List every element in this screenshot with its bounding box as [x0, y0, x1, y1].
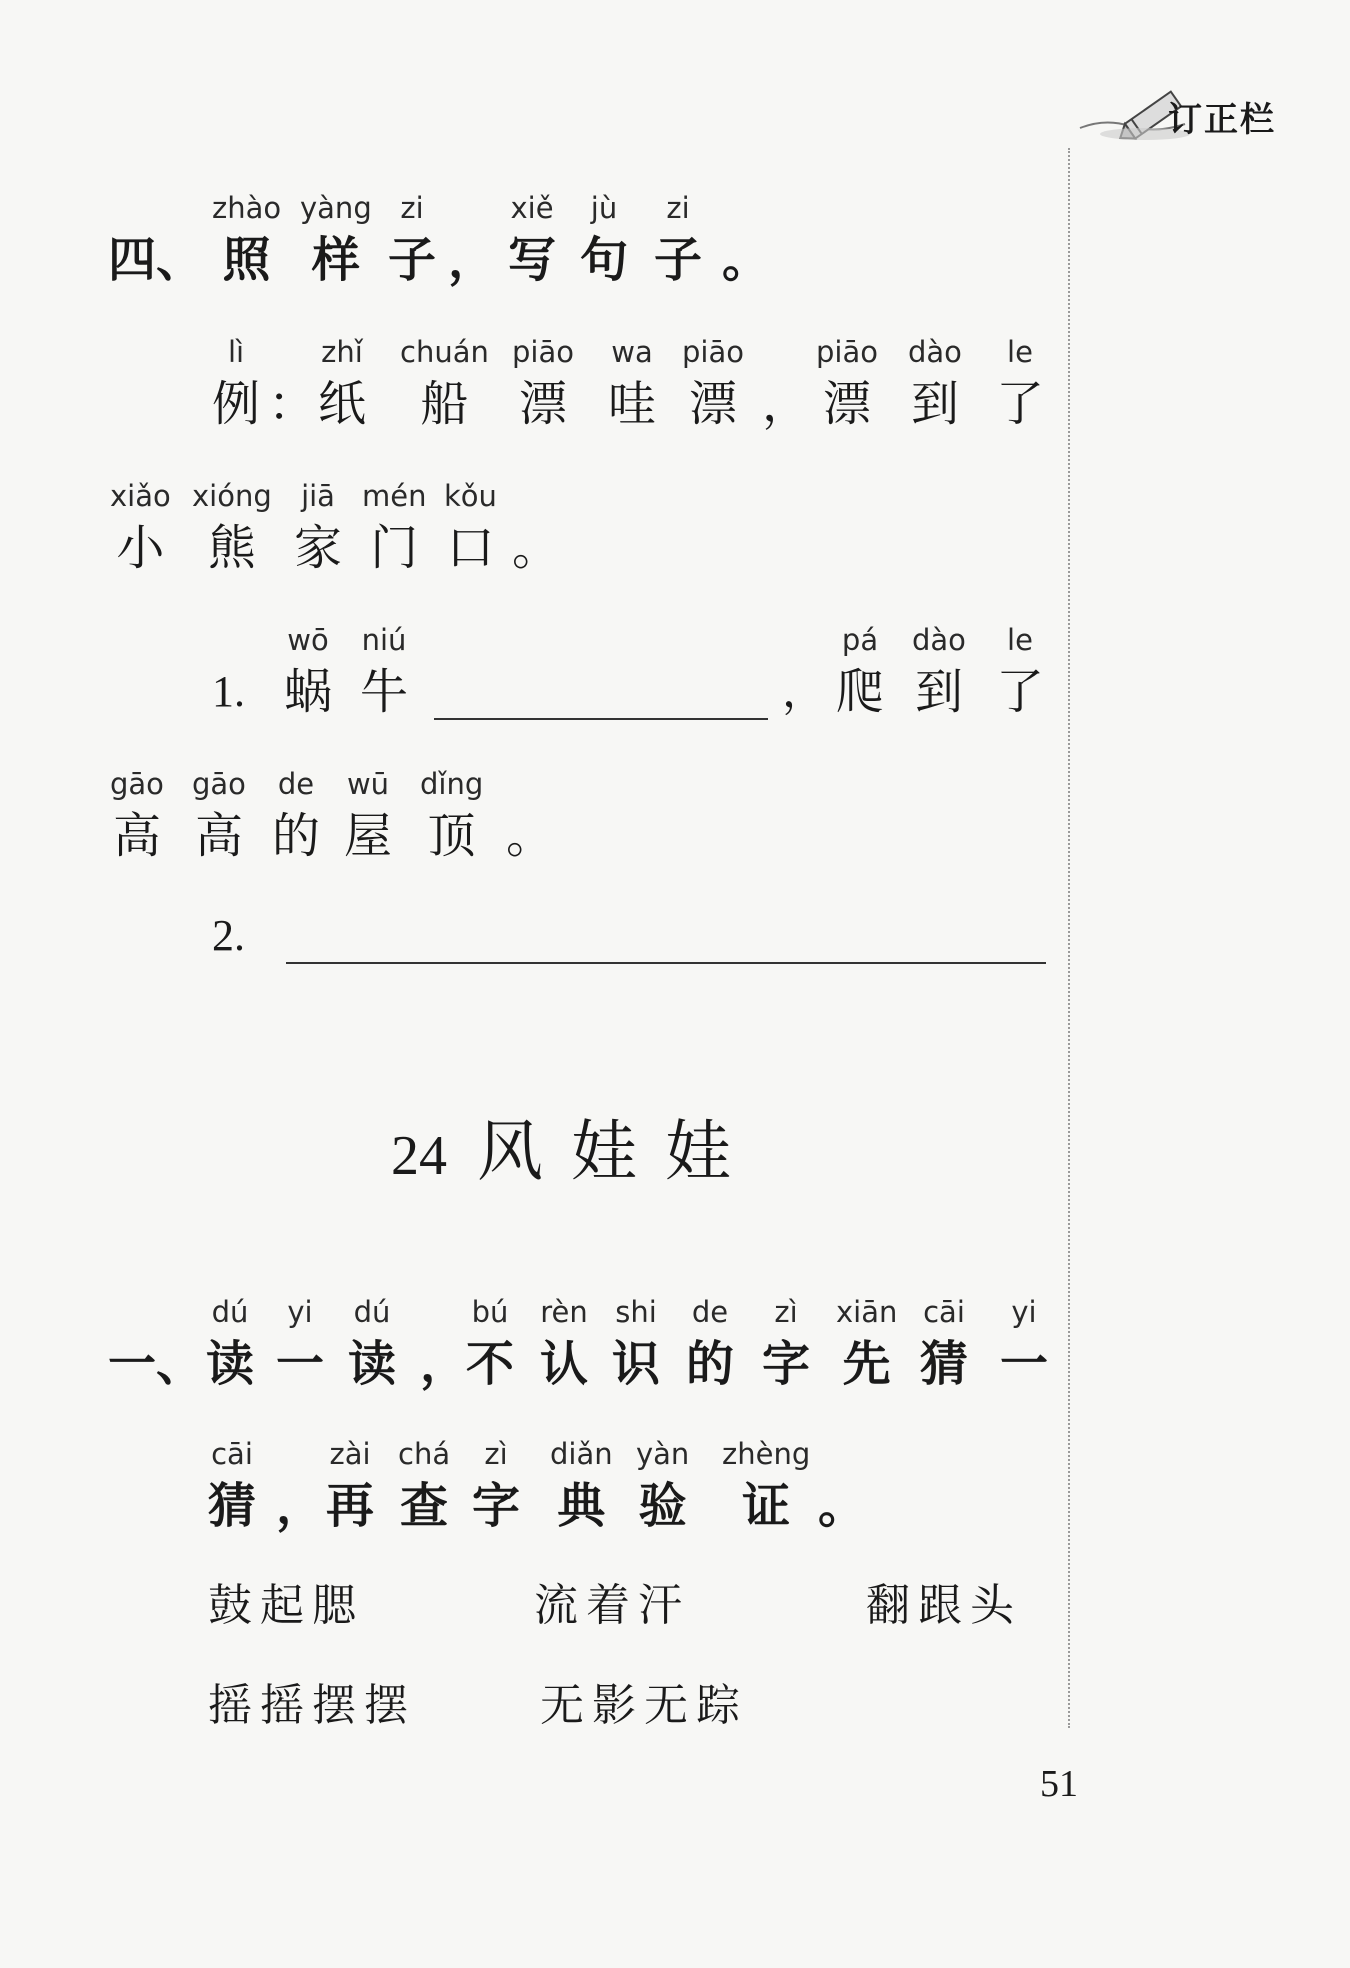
vocab-word: 鼓起腮 [208, 1580, 364, 1631]
vocab-word: 翻跟头 [866, 1580, 1022, 1631]
section4-label: 四、 [108, 232, 205, 288]
section1-char: xiān 先 [836, 1295, 898, 1392]
example-punct: ： [268, 376, 317, 432]
section1-char: chá 查 [398, 1437, 451, 1534]
example-char: xiǎo 小 [110, 479, 171, 576]
section1-char: dú 读 [348, 1295, 397, 1392]
item1-punct: 。 [506, 808, 555, 864]
vocab-word: 无影无踪 [540, 1680, 748, 1731]
instruction-char: zi 子 [654, 191, 703, 288]
item1-char: dǐng 顶 [420, 767, 484, 864]
item1-char: niú 牛 [360, 623, 409, 720]
section1-char: yi 一 [276, 1295, 325, 1392]
vocab-word: 摇摇摆摆 [208, 1680, 416, 1731]
instruction-char: yàng 样 [300, 191, 372, 288]
section1-char: zì 字 [472, 1437, 521, 1534]
section1-char: yàn 验 [636, 1437, 690, 1534]
example-char: xióng 熊 [192, 479, 272, 576]
example-char: kǒu 口 [444, 479, 497, 576]
example-char: mén 门 [362, 479, 427, 576]
section1-label: 一、 [108, 1336, 205, 1392]
example-char: zhǐ 纸 [318, 335, 367, 432]
item1-char: dào 到 [912, 623, 966, 720]
item1-char: de 的 [272, 767, 321, 864]
section1-char: zài 再 [326, 1437, 375, 1534]
item1-blank-input[interactable] [434, 718, 768, 720]
lesson-title [0, 1098, 1150, 1193]
instruction-char: xiě 写 [508, 191, 557, 288]
section1-punct: ， [420, 1336, 469, 1392]
instruction-punct: ， [448, 232, 497, 288]
section1-char: yi 一 [1000, 1295, 1049, 1392]
example-punct: ， [762, 376, 811, 432]
section1-char: dú 读 [206, 1295, 255, 1392]
example-char: chuán 船 [400, 335, 489, 432]
item2-number: 2. [212, 911, 245, 960]
section1-char: de 的 [686, 1295, 735, 1392]
item1-number: 1. [212, 667, 245, 716]
section1-char: diǎn 典 [550, 1437, 613, 1534]
section1-char: bú 不 [466, 1295, 515, 1392]
vocab-word: 流着汗 [534, 1580, 690, 1631]
section1-char: zì 字 [762, 1295, 811, 1392]
instruction-char: jù 句 [580, 191, 629, 288]
item1-char: wū 屋 [344, 767, 393, 864]
example-char: lì 例 [212, 335, 261, 432]
section1-char: cāi 猜 [920, 1295, 969, 1392]
item2-blank-input[interactable] [286, 962, 1046, 964]
item1-char: wō 蜗 [284, 623, 333, 720]
instruction-char: zhào 照 [212, 191, 282, 288]
item1-char: le 了 [996, 623, 1045, 720]
instruction-char: zi 子 [388, 191, 437, 288]
example-char: dào 到 [908, 335, 962, 432]
example-char: piāo 漂 [816, 335, 878, 432]
section1-punct: ， [276, 1478, 325, 1534]
section1-char: cāi 猜 [208, 1437, 257, 1534]
page-number: 51 [1040, 1763, 1078, 1805]
example-char: le 了 [996, 335, 1045, 432]
instruction-punct: 。 [722, 232, 771, 288]
example-char: jiā 家 [294, 479, 343, 576]
section1-char: rèn 认 [540, 1295, 589, 1392]
section1-punct: 。 [818, 1478, 867, 1534]
lesson-name: 风娃娃 [477, 1113, 759, 1190]
item1-char: gāo 高 [192, 767, 246, 864]
correction-column-divider [1068, 148, 1070, 1728]
section1-char: shi 识 [612, 1295, 661, 1392]
lesson-number: 24 [391, 1125, 447, 1187]
item1-char: pá 爬 [836, 623, 885, 720]
example-char: piāo 漂 [682, 335, 744, 432]
item1-comma: ， [782, 666, 826, 717]
section1-char: zhèng 证 [722, 1437, 811, 1534]
example-char: wa 哇 [608, 335, 657, 432]
item1-char: gāo 高 [110, 767, 164, 864]
correction-column-label: 订正栏 [1168, 100, 1276, 140]
example-char: piāo 漂 [512, 335, 574, 432]
example-punct: 。 [512, 520, 561, 576]
